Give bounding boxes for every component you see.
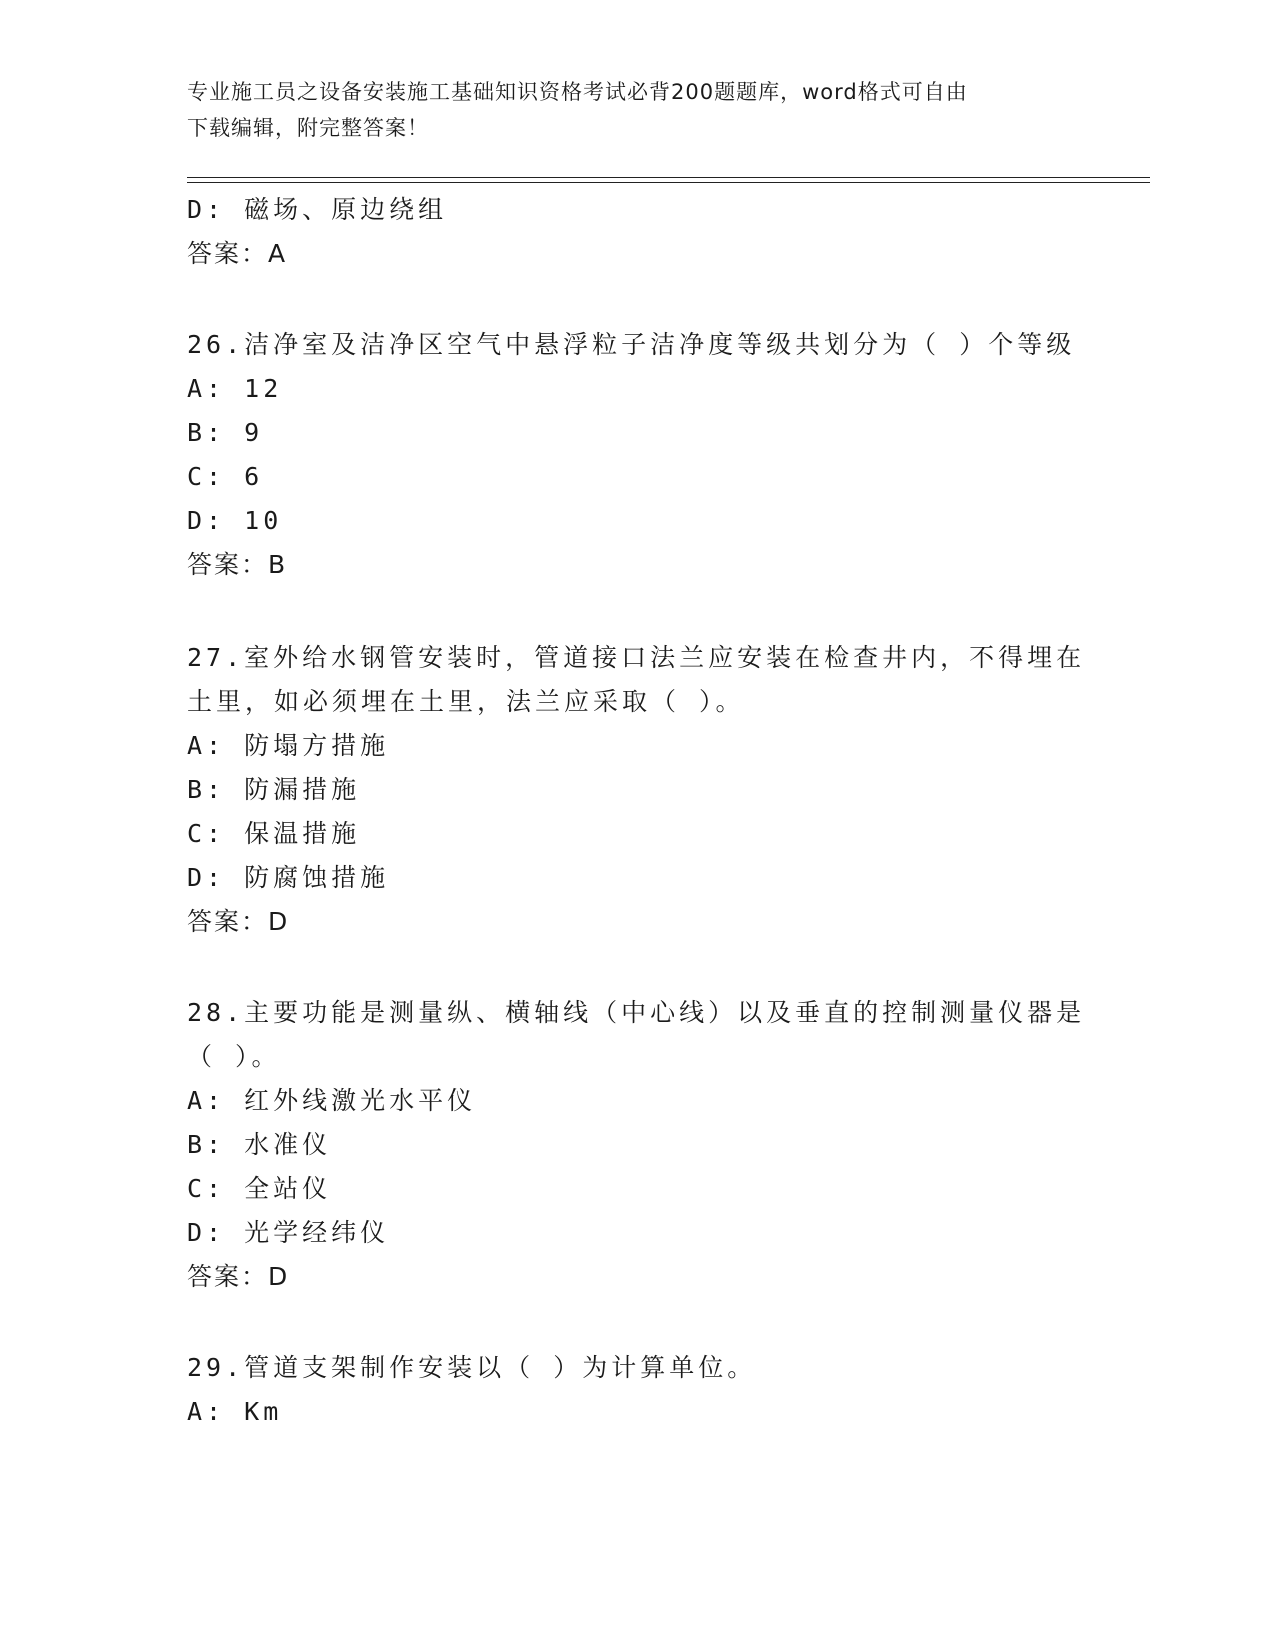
q26-option-b: B: 9 [187, 418, 264, 447]
q27-question-line-1: 27.室外给水钢管安装时，管道接口法兰应安装在检查井内，不得埋在 [187, 643, 1086, 672]
q27-option-a: A: 防塌方措施 [187, 731, 390, 760]
q26-answer: 答案：B [187, 550, 288, 579]
q27-option-b: B: 防漏措施 [187, 775, 361, 804]
q25-answer: 答案：A [187, 239, 288, 268]
q28-option-d: D: 光学经纬仪 [187, 1218, 390, 1247]
q27-answer: 答案：D [187, 907, 290, 936]
q29-option-a: A: Km [187, 1397, 283, 1426]
q28-option-b: B: 水准仪 [187, 1130, 332, 1159]
q26-option-c: C: 6 [187, 462, 264, 491]
header-title-line-2: 下载编辑，附完整答案！ [187, 116, 429, 140]
q28-question-line-1: 28.主要功能是测量纵、横轴线（中心线）以及垂直的控制测量仪器是 [187, 998, 1086, 1027]
q28-option-a: A: 红外线激光水平仪 [187, 1086, 477, 1115]
q26-option-d: D: 10 [187, 506, 283, 535]
header-divider-top [187, 177, 1150, 178]
q28-answer: 答案：D [187, 1262, 290, 1291]
q25-option-d: D: 磁场、原边绕组 [187, 195, 448, 224]
header-divider-bottom [187, 182, 1150, 183]
q26-question: 26.洁净室及洁净区空气中悬浮粒子洁净度等级共划分为（ ）个等级 [187, 330, 1076, 359]
q26-option-a: A: 12 [187, 374, 283, 403]
q27-option-d: D: 防腐蚀措施 [187, 863, 390, 892]
header-title-line-1: 专业施工员之设备安装施工基础知识资格考试必背200题题库，word格式可自由 [187, 80, 968, 104]
document-header [187, 74, 1067, 146]
q28-question-line-2: （ ）。 [187, 1042, 281, 1071]
q27-option-c: C: 保温措施 [187, 819, 361, 848]
q27-question-line-2: 土里，如必须埋在土里，法兰应采取（ ）。 [187, 687, 745, 716]
q28-option-c: C: 全站仪 [187, 1174, 332, 1203]
q29-question: 29.管道支架制作安装以（ ）为计算单位。 [187, 1353, 757, 1382]
